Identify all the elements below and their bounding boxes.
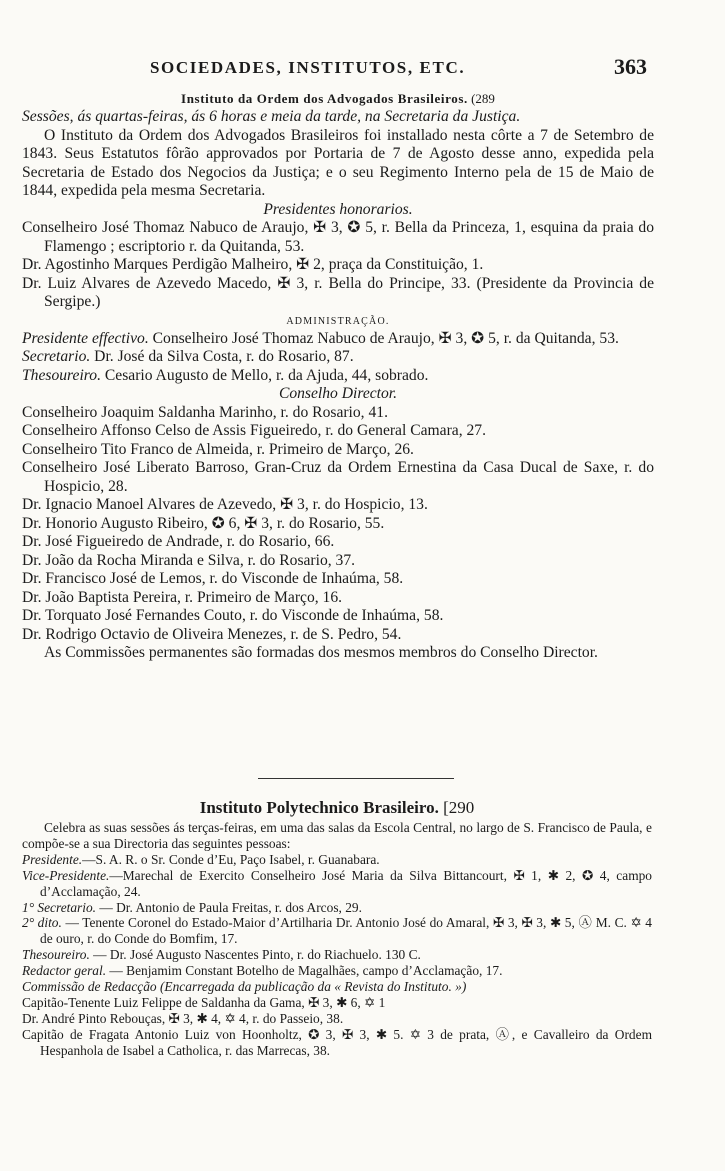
entry-text: — Benjamim Constant Botelho de Magalhães, campo d’Acclamação, 17. [106, 963, 503, 979]
entry-text: —Marechal de Exercito Conselheiro José Maria da Silva Bittancourt, ✠ 1, ✱ 2, ✪ 4, campo d’Acclamação, 24. [40, 867, 652, 899]
entry-text: Capitão-Tenente Luiz Felippe de Saldanha da Gama, ✠ 3, ✱ 6, ✡ 1 [22, 994, 386, 1010]
council-member: Conselheiro José Liberato Barroso, Gran-Cruz da Ordem Ernestina da Casa Ducal de Saxe, r. do Hospicio, 28. [22, 459, 654, 495]
directory-entry [22, 1027, 652, 1059]
sessions-line: Sessões, ás quartas-feiras, ás 6 horas e meia da tarde, na Secretaria da Justiça. [22, 108, 521, 125]
directory-entry [22, 979, 652, 995]
admin-role: Thesoureiro. [22, 366, 101, 384]
admin-text: Cesario Augusto de Mello, r. da Ajuda, 44, sobrado. [100, 366, 429, 384]
entry-role: Presidente. [22, 851, 83, 867]
directory-entry [22, 963, 652, 979]
presidents-heading: Presidentes honorarios. [263, 200, 413, 218]
section-divider [258, 778, 454, 779]
directory-entry [22, 995, 652, 1011]
entry-role: Thesoureiro. [22, 947, 90, 963]
section-number: (289 [471, 91, 495, 106]
entry-text: —S. A. R. o Sr. Conde d’Eu, Paço Isabel, r. Guanabara. [82, 851, 380, 867]
entry-role: 1° Secretario. [22, 899, 97, 915]
section-polytechnico [22, 796, 652, 1059]
council-member: Dr. Francisco José de Lemos, r. do Visconde de Inhaúma, 58. [22, 570, 404, 587]
directory-entry [22, 947, 652, 963]
directory-entry [22, 1011, 652, 1027]
entry-text: — Dr. José Augusto Nascentes Pinto, r. do Riachuelo. 130 C. [89, 947, 421, 963]
admin-text: Conselheiro José Thomaz Nabuco de Araujo, ✠ 3, ✪ 5, r. da Quitanda, 53. [148, 329, 619, 347]
admin-entry [22, 367, 654, 386]
directory-entry [22, 852, 652, 868]
intro-paragraph: Celebra as suas sessões ás terças-feiras, em uma das salas da Escola Central, no largo de S. Francisco de Paula, e compõe-se a sua Directoria das seguintes pessoas: [22, 820, 652, 851]
section-heading-text: Instituto Polytechnico Brasileiro. [199, 798, 439, 817]
council-member: Dr. Ignacio Manoel Alvares de Azevedo, ✠ 3, r. do Hospicio, 13. [22, 496, 428, 513]
page-title: SOCIEDADES, INSTITUTOS, ETC. [150, 58, 466, 77]
admin-text: Dr. José da Silva Costa, r. do Rosario, 87. [90, 348, 354, 365]
entry-role: Commissão de Redacção (Encarregada da publicação da « Revista do Instituto. ») [22, 979, 467, 995]
admin-role: Secretario. [22, 348, 91, 365]
intro-paragraph: O Instituto da Ordem dos Advogados Brasileiros foi installado nesta côrte a 7 de Setembro de 1843. Seus Estatutos fôrão approvados por Portaria de 7 de Agosto desse anno, expedida pela Secretaria de Estado dos Negocios da Justiça; e o seu Regimento Interno pela de 15 de Maio de 1844, expedida pela mesma Secretaria. [22, 126, 654, 199]
council-heading: Conselho Director. [278, 385, 398, 402]
president-entry: Dr. Luiz Alvares de Azevedo Macedo, ✠ 3, r. Bella do Principe, 33. (Presidente da Provincia de Sergipe.) [22, 274, 654, 310]
section-number: [290 [443, 798, 475, 817]
entry-text: Dr. André Pinto Rebouças, ✠ 3, ✱ 4, ✡ 4, r. do Passeio, 38. [22, 1010, 344, 1026]
council-member: Conselheiro Tito Franco de Almeida, r. Primeiro de Março, 26. [22, 440, 414, 458]
president-entry: Dr. Agostinho Marques Perdigão Malheiro, ✠ 2, praça da Constituição, 1. [22, 256, 484, 273]
admin-entry [22, 330, 654, 349]
entry-text: Capitão de Fragata Antonio Luiz von Hoonholtz, ✪ 3, ✠ 3, ✱ 5. ✡ 3 de prata, Ⓐ, e Cavalleiro da Ordem Hespanhola de Isabel a Catholica, r. das Marrecas, 38. [22, 1026, 652, 1058]
administration-heading: ADMINISTRAÇÃO. [286, 315, 390, 327]
admin-role: Presidente effectivo. [22, 329, 149, 347]
council-member: Conselheiro Affonso Celso de Assis Figueiredo, r. do General Camara, 27. [22, 422, 486, 439]
council-member: Conselheiro Joaquim Saldanha Marinho, r. do Rosario, 41. [22, 403, 388, 421]
council-member: Dr. Honorio Augusto Ribeiro, ✪ 6, ✠ 3, r. do Rosario, 55. [22, 514, 385, 532]
council-member: Dr. João da Rocha Miranda e Silva, r. do Rosario, 37. [22, 551, 356, 569]
running-header [0, 54, 725, 84]
entry-role: Vice-Presidente. [22, 867, 110, 883]
entry-role: 2° dito. [22, 915, 62, 931]
entry-text: — Tenente Coronel do Estado-Maior d’Artilharia Dr. Antonio José do Amaral, ✠ 3, ✠ 3, ✱ 5, Ⓐ M. C. ✡ 4 de ouro, r. do Conde do Bomfim, 17. [40, 915, 652, 947]
council-member: Dr. José Figueiredo de Andrade, r. do Rosario, 66. [22, 533, 335, 550]
section-heading-text: Instituto da Ordem dos Advogados Brasileiros. [181, 91, 468, 106]
entry-role: Redactor geral. [22, 963, 107, 979]
section-heading [22, 90, 654, 108]
directory-entry [22, 868, 652, 900]
council-member: Dr. João Baptista Pereira, r. Primeiro de Março, 16. [22, 588, 343, 606]
council-member: Dr. Rodrigo Octavio de Oliveira Menezes, r. de S. Pedro, 54. [22, 625, 402, 643]
page-number: 363 [614, 54, 647, 79]
admin-entry [22, 348, 654, 367]
president-entry: Conselheiro José Thomaz Nabuco de Araujo, ✠ 3, ✪ 5, r. Bella da Princeza, 1, esquina da praia do Flamengo ; escriptorio r. da Quitanda, 53. [22, 219, 654, 255]
section-heading [22, 796, 652, 820]
section-advogados [22, 90, 654, 663]
entry-text: — Dr. Antonio de Paula Freitas, r. dos Arcos, 29. [96, 899, 362, 915]
directory-entry [22, 915, 652, 947]
closing-paragraph: As Commissões permanentes são formadas dos mesmos membros do Conselho Director. [44, 644, 598, 661]
directory-entry [22, 900, 652, 916]
council-member: Dr. Torquato José Fernandes Couto, r. do Visconde de Inhaúma, 58. [22, 607, 444, 624]
